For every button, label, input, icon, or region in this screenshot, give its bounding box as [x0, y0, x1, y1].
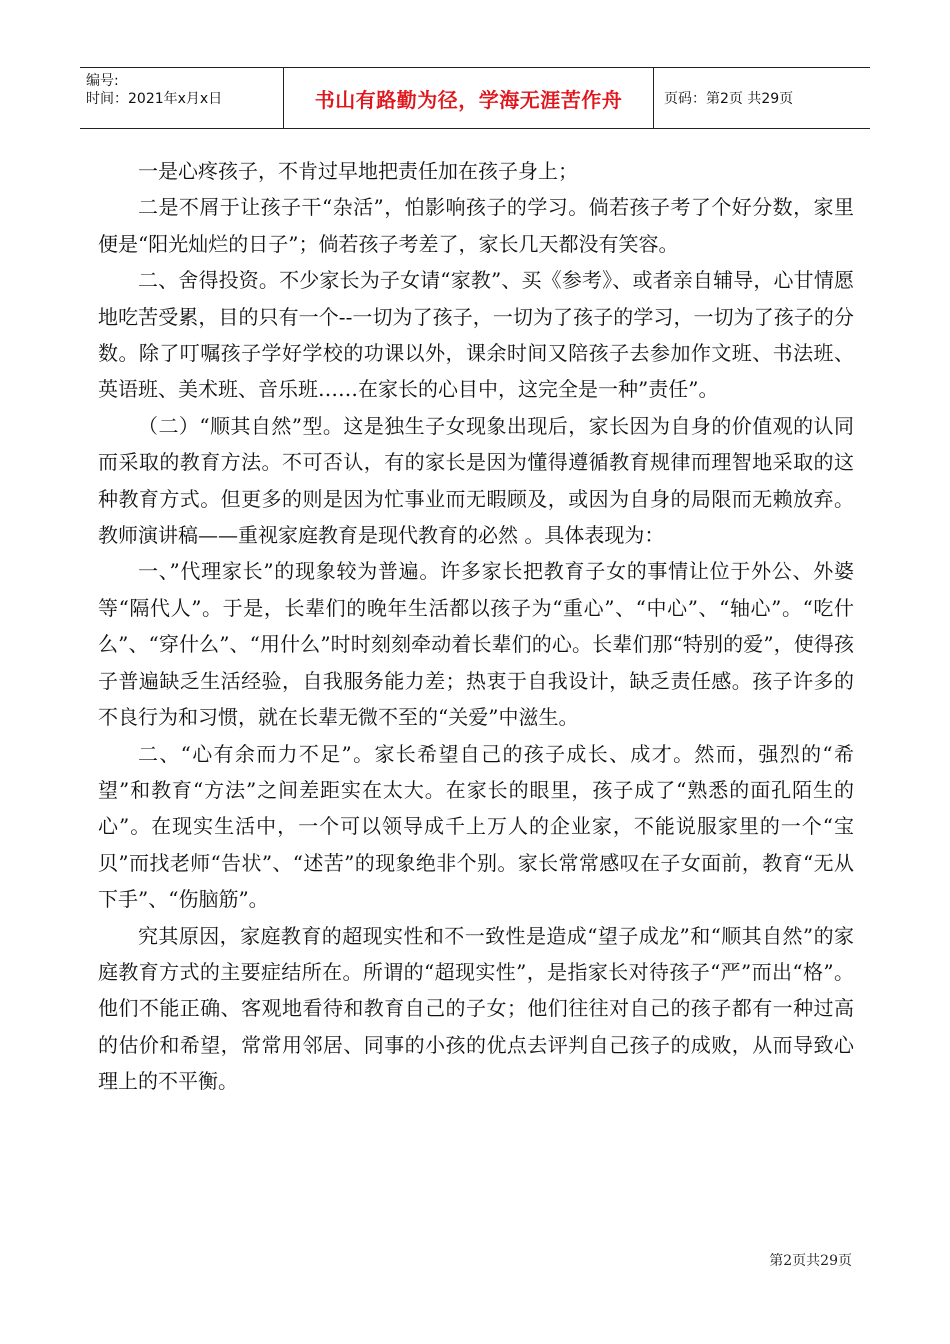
document-body — [98, 153, 854, 1100]
paragraph: 究其原因，家庭教育的超现实性和不一致性是造成“望子成龙”和“顺其自然”的家庭教育方式的主要症结所在。所谓的“超现实性”，是指家长对待孩子“严”而出“格”。他们不能正确、客观地看待和教育自己的子女；他们往往对自己的孩子都有一种过高的估价和希望，常常用邻居、同事的小孩的优点去评判自己孩子的成败，从而导致心理上的不平衡。 — [98, 923, 854, 1094]
paragraph: 一、”代理家长”的现象较为普遍。许多家长把教育子女的事情让位于外公、外婆等“隔代人”。于是，长辈们的晚年生活都以孩子为“重心”、“中心”、“轴心”。“吃什么”、“穿什么”、“用什么”时时刻刻牵动着长辈们的心。长辈们那“特别的爱”，使得孩子普遍缺乏生活经验，自我服务能力差；热衷于自我设计，缺乏责任感。孩子许多的不良行为和习惯，就在长辈无微不至的“关爱”中滋生。 — [98, 559, 854, 730]
header-motto: 书山有路勤为径，学海无涯苦作舟 — [284, 68, 654, 128]
paragraph: 二、舍得投资。不少家长为子女请“家教”、买《参考》、或者亲自辅导，心甘情愿地吃苦受累，目的只有一个--一切为了孩子，一切为了孩子的学习，一切为了孩子的分数。除了叮嘱孩子学好学校的功课以外，课余时间又陪孩子去参加作文班、书法班、英语班、美术班、音乐班……在家长的心目中，这完全是一种”责任”。 — [98, 268, 854, 402]
header-page-number: 页码：第2页 共29页 — [664, 91, 794, 107]
paragraph: （二）“顺其自然”型。这是独生子女现象出现后，家长因为自身的价值观的认同而采取的教育方法。不可否认，有的家长是因为懂得遵循教育规律而理智地采取的这种教育方式。但更多的则是因为忙事业而无暇顾及，或因为自身的局限而无赖放弃。教师演讲稿——重视家庭教育是现代教育的必然 。具体表现为： — [98, 413, 854, 548]
header-meta — [80, 68, 284, 128]
paragraph: 二、“心有余而力不足”。家长希望自己的孩子成长、成才。然而，强烈的“希望”和教育“方法”之间差距实在太大。在家长的眼里，孩子成了“熟悉的面孔陌生的心”。在现实生活中，一个可以领导成千上万人的企业家，不能说服家里的一个“宝贝”而找老师“告状”、“述苦”的现象绝非个别。家长常常感叹在子女面前，教育“无从下手”、“伤脑筋”。 — [98, 741, 854, 912]
page-header — [80, 67, 870, 129]
paragraph: 一是心疼孩子，不肯过早地把责任加在孩子身上； — [138, 159, 578, 183]
paragraph: 二是不屑于让孩子干“杂活”，怕影响孩子的学习。倘若孩子考了个好分数，家里便是“阳光灿烂的日子”；倘若孩子考差了，家长几天都没有笑容。 — [98, 195, 854, 256]
document-date: 时间：2021年x月x日 — [86, 91, 223, 107]
page-footer: 第2页共29页 — [769, 1253, 852, 1269]
document-number: 编号: — [86, 73, 119, 89]
